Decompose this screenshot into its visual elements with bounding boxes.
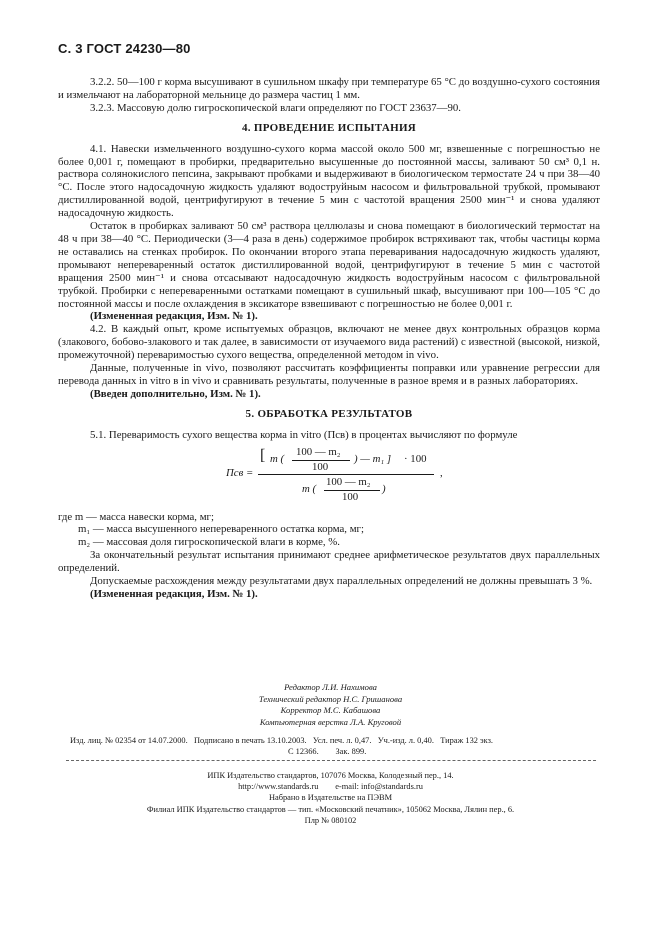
formula-main-fraction-line <box>258 474 434 475</box>
digestibility-formula <box>58 445 600 507</box>
divider <box>66 760 596 761</box>
formula-lhs: Псв = <box>226 466 254 479</box>
publisher-line-2: http://www.standards.ru e-mail: info@standards.ru <box>238 782 423 792</box>
page-title: С. 3 ГОСТ 24230—80 <box>58 41 191 56</box>
colophon-tech-editor: Технический редактор Н.С. Гришанова <box>258 693 403 704</box>
imprint-line-1: Изд. лиц. № 02354 от 14.07.2000. Подписано в печать 13.10.2003. Усл. печ. л. 0,47. Уч.-изд. л. 0,40. Тираж 132 экз. <box>70 736 493 745</box>
variable-definitions <box>58 511 600 550</box>
paragraph-4-2-continued: Данные, полученные in vivo, позволяют рассчитать коэффициенты поправки или уравнение регрессии для перевода данных in vitro в in vivo и сравнивать результаты, полученные в разное время и в разных лабораториях. <box>58 362 600 387</box>
formula-bracket-open: [ <box>260 446 266 464</box>
section-4-heading: 4. ПРОВЕДЕНИЕ ИСПЫТАНИЯ <box>241 121 417 134</box>
paragraph-4-1: 4.1. Навески измельченного воздушно-сухого корма массой около 500 мг, взвешенные с погрешностью не более 0,001 г, помещают в пробирки, предварительно высушенные до постоянной массы, заливают 50 см³ 0,1 н. раствора солянокислого пепсина, закрывают пробками и выдерживают в биологическом термостате 24 ч при 38—40 °С. После этого надосадочную жидкость удаляют водоструйным насосом и фильтровальной трубкой, промывают дистиллированной водой, центрифугируют в течение 5 мин с частотой вращения 2500 мин⁻¹ и снова удаляют надосадочную жидкость. <box>58 142 600 220</box>
publisher-line-5: Плр № 080102 <box>304 815 357 825</box>
colophon <box>0 682 661 728</box>
document-body <box>58 76 600 601</box>
colophon-layout: Компьютерная верстка Л.А. Круговой <box>259 716 402 727</box>
imprint-details <box>70 735 630 757</box>
formula-den-inner-denominator: 100 <box>342 490 359 503</box>
imprint-line-2: С 12366. Зак. 899. <box>288 747 367 756</box>
formula-comma: , <box>440 466 443 479</box>
publisher-line-4: Филиал ИПК Издательство стандартов — тип. «Московский печатник», 105062 Москва, Лялин пер., 6. <box>146 804 515 814</box>
formula-den-m-open: m ( <box>302 482 317 495</box>
formula-inner-numerator: 100 — m₂ <box>296 445 341 458</box>
publisher-line-1: ИПК Издательство стандартов, 107076 Москва, Колодезный пер., 14. <box>207 771 454 780</box>
colophon-corrector: Корректор М.С. Кабашова <box>280 705 381 715</box>
publisher-line-3: Набрано в Издательстве на ПЭВМ <box>268 793 393 803</box>
formula-m-open: m ( <box>270 452 285 465</box>
formula-inner-denominator: 100 <box>312 460 329 473</box>
paragraph-3-2-3: 3.2.3. Массовую долю гигроскопической влаги определяют по ГОСТ 23637—90. <box>90 101 461 114</box>
publisher-info <box>0 770 661 826</box>
definition-m: где m — масса навески корма, мг; <box>58 510 214 523</box>
section-5-heading: 5. ОБРАБОТКА РЕЗУЛЬТАТОВ <box>245 407 413 420</box>
amendment-note-5: (Измененная редакция, Изм. № 1). <box>90 588 258 600</box>
colophon-editor: Редактор Л.И. Нахимова <box>284 682 377 692</box>
formula-close-minus-m1: ) — m₁ ] <box>354 452 392 465</box>
formula-den-inner-numerator: 100 — m₂ <box>326 475 371 488</box>
paragraph-3-2-2: 3.2.2. 50—100 г корма высушивают в сушильном шкафу при температуре 65 °С до воздушно-сухого состояния и измельчают на лабораторной мельнице до размера частиц 1 мм. <box>58 76 600 101</box>
definition-m1: m₁ — масса высушенного непереваренного остатка корма, мг; <box>78 523 364 536</box>
paragraph-4-1-continued: Остаток в пробирках заливают 50 см³ раствора целлюлазы и снова помещают в биологический термостат на 48 ч при 38—40 °С. Периодически (3—4 раза в день) содержимое пробирок встряхивают так, чтобы частицы корма не оставались на стенках пробирок. По окончании второго этапа переваривания надосадочную жидкость удаляют, промывают непереваренный остаток дистиллированной водой, центрифугируют в течение 5 мин с частотой вращения 2500 мин⁻¹ и снова отсасывают надосадочную жидкость водоструйным насосом с фильтровальной трубкой. Пробирки с непереваренными остатками помещают в сушильный шкаф, высушивают при 100—105 °С до постоянной массы и после охлаждения в эксикаторе взвешивают с погрешностью не более 0,001 г. <box>58 220 600 310</box>
paragraph-tolerance: Допускаемые расхождения между результатами двух параллельных определений не должны превышать 3 %. <box>90 575 593 588</box>
amendment-note-4-1: (Измененная редакция, Изм. № 1). <box>90 310 258 323</box>
formula-times-100: · 100 <box>404 452 427 465</box>
definition-m2: m₂ — массовая доля гигроскопической влаги в корме, %. <box>78 536 340 549</box>
paragraph-final-result: За окончательный результат испытания принимают среднее арифметическое результатов двух параллельных определений. <box>58 549 600 575</box>
paragraph-5-1: 5.1. Переваримость сухого вещества корма in vitro (Псв) в процентах вычисляют по формуле <box>90 428 518 441</box>
amendment-note-4-2: (Введен дополнительно, Изм. № 1). <box>90 387 261 400</box>
paragraph-4-2: 4.2. В каждый опыт, кроме испытуемых образцов, включают не менее двух контрольных образцов корма (злакового, бобово-злакового и так далее, в зависимости от изучаемого вида растений) с известной (высокой, низкой, промежуточной) переваримостью сухого вещества, определенной методом in vivo. <box>58 323 600 362</box>
formula-den-close: ) <box>382 482 386 495</box>
